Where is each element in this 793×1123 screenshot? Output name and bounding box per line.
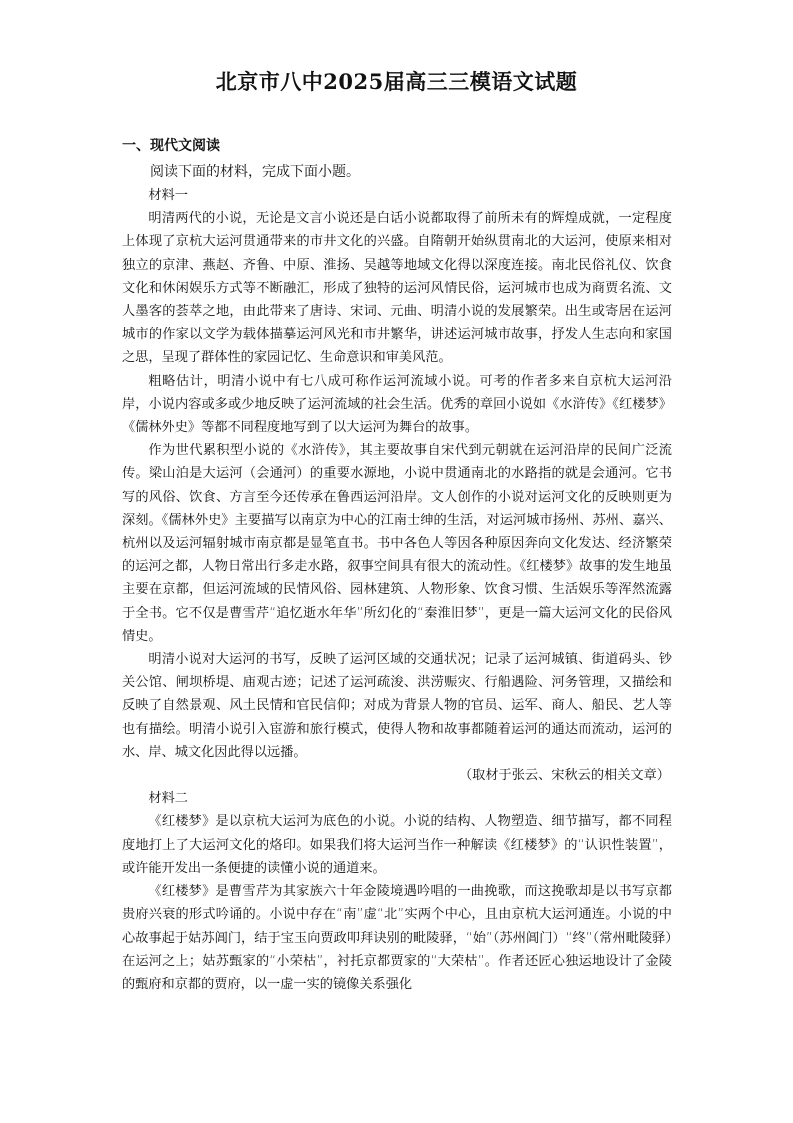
reading-content bbox=[122, 160, 672, 996]
material1-source: （取材于张云、宋秋云的相关文章） bbox=[459, 768, 670, 784]
instruction-text: 阅读下面的材料，完成下面小题。 bbox=[150, 164, 360, 180]
material1-paragraph-2: 粗略估计，明清小说中有七八成可称作运河流域小说。可考的作者多来自京杭大运河沿岸，小说内容或多或少地反映了运河流域的社会生活。优秀的章回小说如《水浒传》《红楼梦》《儒林外史》等都不同程度地写到了以大运河为舞台的故事。 bbox=[122, 373, 672, 436]
material1-paragraph-4: 明清小说对大运河的书写，反映了运河区域的交通状况；记录了运河城镇、街道码头、钞关公馆、闸坝桥堤、庙观古迹；记述了运河疏浚、洪涝赈灾、行船遇险、河务管理，又描绘和反映了自然景观、风土民情和官民信仰；对成为背景人物的官员、运军、商人、船民、艺人等也有描绘。明清小说引入宦游和旅行模式，使得人物和故事都随着运河的通达而流动，运河的水、岸、城文化因此得以远播。 bbox=[122, 652, 672, 760]
material-label-1: 材料一 bbox=[148, 188, 188, 203]
material-label-2: 材料二 bbox=[148, 791, 188, 807]
material1-paragraph-1: 明清两代的小说，无论是文言小说还是白话小说都取得了前所未有的辉煌成就，一定程度上体现了京杭大运河贯通带来的市井文化的兴盛。自隋朝开始纵贯南北的大运河，使原来相对独立的京津、燕赵、齐鲁、中原、淮扬、吴越等地域文化得以深度连接。南北民俗礼仪、饮食文化和休闲娱乐方式等不断融汇，形成了独特的运河风情民俗，运河城市也成为商贾名流、文人墨客的荟萃之地，由此带来了唐诗、宋词、元曲、明清小说的发展繁荣。出生或寄居在运河城市的作家以文学为载体描摹运河风光和市井繁华，讲述运河城市故事，抒发人生志向和家国之思，呈现了群体性的家园记忆、生命意识和审美风范。 bbox=[122, 211, 672, 366]
page-title: 北京市八中2025届高三三模语文试题 bbox=[215, 69, 578, 94]
material2-paragraph-2: 《红楼梦》是曹雪芹为其家族六十年金陵境遇吟唱的一曲挽歌，而这挽歌却是以书写京都贵府兴衰的形式吟诵的。小说中存在“南”虚“北”实两个中心，且由京杭大运河通连。小说的中心故事起于姑苏阊门，结于宝玉向贾政叩拜诀别的毗陵驿，“始”（苏州阊门）“终”（常州毗陵驿）在运河之上；姑苏甄家的“小荣枯”，衬托京都贾家的“大荣枯”。作者还匠心独运地设计了金陵的甄府和京都的贾府，以一虚一实的镜像关系强化 bbox=[122, 884, 672, 992]
section-heading: 一、现代文阅读 bbox=[122, 138, 220, 154]
material1-paragraph-3: 作为世代累积型小说的《水浒传》，其主要故事自宋代到元朝就在运河沿岸的民间广泛流传。梁山泊是大运河（会通河）的重要水源地，小说中贯通南北的水路指的就是会通河。它书写的风俗、饮食、方言至今还传承在鲁西运河沿岸。文人创作的小说对运河文化的反映则更为深刻。《儒林外史》主要描写以南京为中心的江南士绅的生活，对运河城市扬州、苏州、嘉兴、杭州以及运河辐射城市南京都是显笔直书。书中各色人等因各种原因奔向文化发达、经济繁荣的运河之都，人物日常出行多走水路，叙事空间具有很大的流动性。《红楼梦》故事的发生地虽主要在京都，但运河流域的民情风俗、园林建筑、人物形象、饮食习惯、生活娱乐等浑然流露于全书。它不仅是曹雪芹“追忆逝水年华”所幻化的“秦淮旧梦”，更是一篇大运河文化的民俗风情史。 bbox=[122, 443, 672, 644]
material2-paragraph-1: 《红楼梦》是以京杭大运河为底色的小说。小说的结构、人物塑造、细节描写，都不同程度地打上了大运河文化的烙印。如果我们将大运河当作一种解读《红楼梦》的“认识性装置”，或许能开发出一条便捷的读懂小说的通道来。 bbox=[122, 814, 672, 876]
